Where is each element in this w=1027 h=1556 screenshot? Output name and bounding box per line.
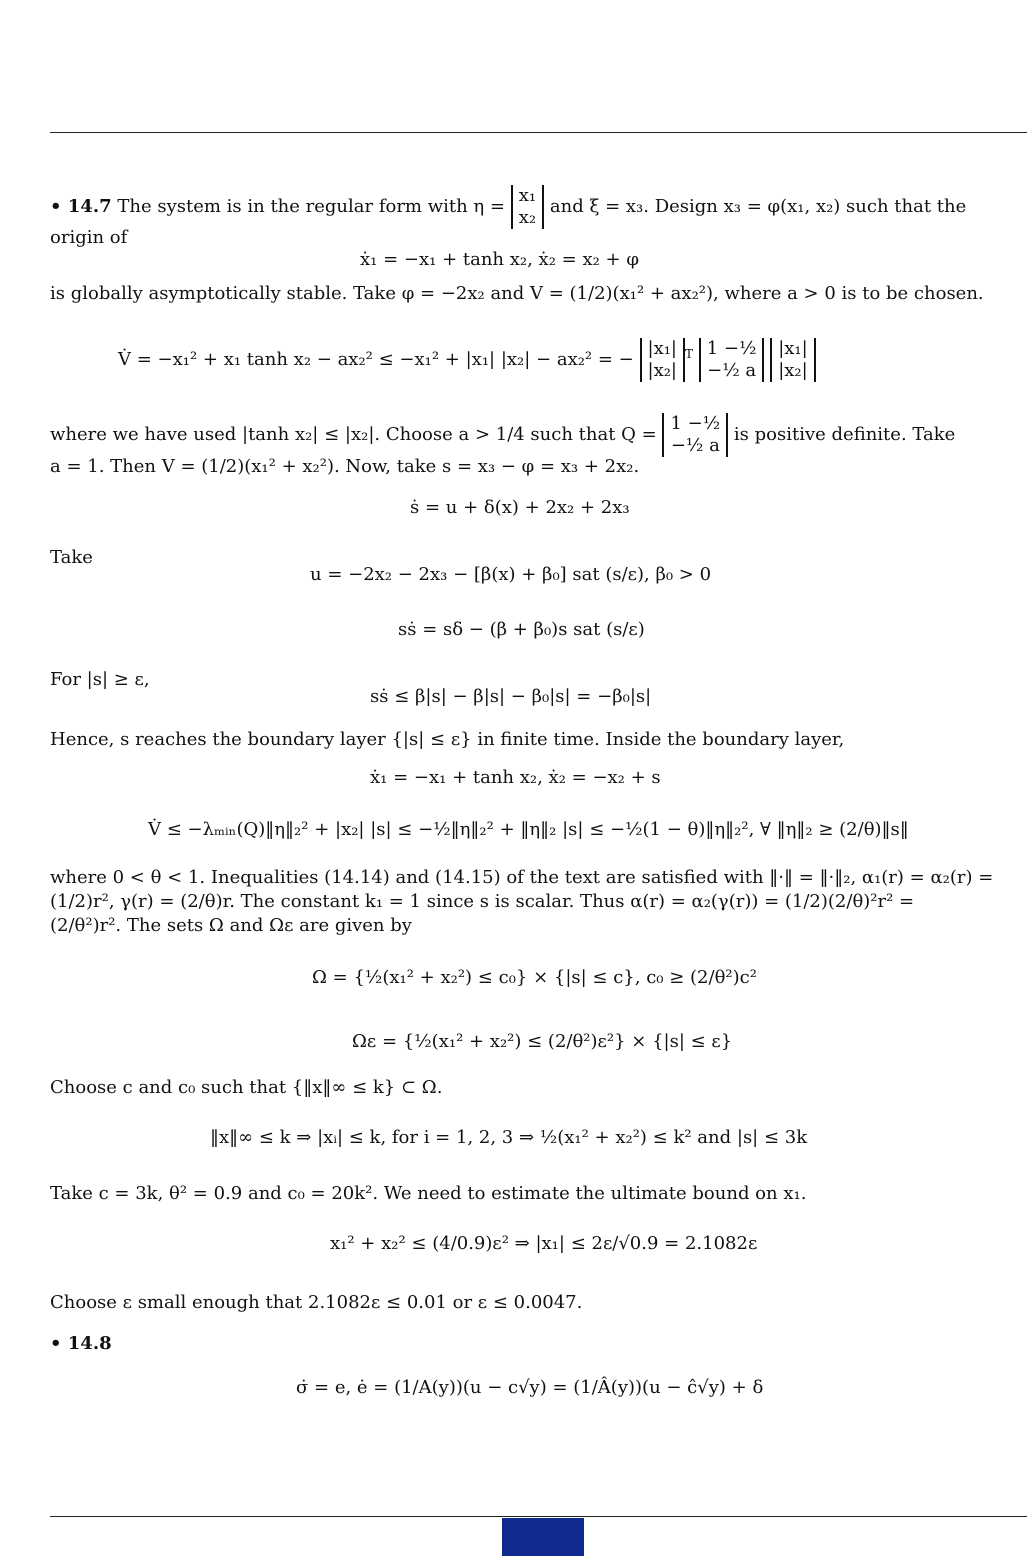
text-where-used: where we have used |tanh x₂| ≤ |x₂|. Choose a > 1/4 such that Q = 1 −½ −½ a is positive definite. Take (50, 413, 956, 456)
text-a-eq: a = 1. Then V = (1/2)(x₁² + x₂²). Now, take s = x₃ − φ = x₃ + 2x₂. (50, 456, 640, 477)
text-hence: Hence, s reaches the boundary layer {|s| ≤ ε} in finite time. Inside the boundary layer, (50, 729, 845, 750)
problem-14-7-intro: • 14.7 The system is in the regular form with η = x₁ x₂ and ξ = x₃. Design x₃ = φ(x₁, x₂) such that the (50, 185, 967, 228)
text-choose-eps: Choose ε small enough that 2.1082ε ≤ 0.01 or ε ≤ 0.0047. (50, 1292, 583, 1313)
abs-vector-transpose: |x₁| |x₂| (640, 338, 686, 382)
equation-vdot: V̇ = −x₁² + x₁ tanh x₂ − ax₂² ≤ −x₁² + |x₁| |x₂| − ax₂² = − |x₁| |x₂| $^T$ 1 −½ −½ a |x₁| |x₂| (118, 338, 816, 382)
equation-omega-eps: Ωε = {½(x₁² + x₂²) ≤ (2/θ²)ε²} × {|s| ≤ ε} (352, 1031, 733, 1052)
top-rule (50, 132, 1027, 133)
text-where-theta-3: (2/θ²)r². The sets Ω and Ωε are given by (50, 915, 412, 936)
abs-vector: |x₁| |x₂| (770, 338, 816, 382)
eta-vector: x₁ x₂ (511, 185, 544, 229)
problem-14-8-number: • 14.8 (50, 1333, 112, 1354)
bottom-rule (50, 1516, 1027, 1517)
text-where-theta-1: where 0 < θ < 1. Inequalities (14.14) and (14.15) of the text are satisfied with ‖·‖ = ‖·‖₂, α₁(r) = α₂(r) = (50, 867, 994, 888)
q-matrix-def: 1 −½ −½ a (662, 413, 728, 457)
text-where-theta-2: (1/2)r², γ(r) = (2/θ)r. The constant k₁ = 1 since s is scalar. Thus α(r) = α₂(γ(r)) = (1/2)(2/θ)²r² = (50, 891, 915, 912)
text-for-s: For |s| ≥ ε, (50, 669, 150, 690)
equation-u: u = −2x₂ − 2x₃ − [β(x) + β₀] sat (s/ε), β₀ > 0 (310, 564, 712, 585)
equation-xdot2: ẋ₁ = −x₁ + tanh x₂, ẋ₂ = −x₂ + s (370, 767, 661, 788)
equation-ssdot: sṡ = sδ − (β + β₀)s sat (s/ε) (398, 619, 645, 640)
text-take-c: Take c = 3k, θ² = 0.9 and c₀ = 20k². We need to estimate the ultimate bound on x₁. (50, 1183, 807, 1204)
text-origin-of: origin of (50, 227, 128, 248)
q-matrix: 1 −½ −½ a (699, 338, 765, 382)
text-take: Take (50, 547, 93, 568)
problem-number: • 14.7 (50, 196, 112, 217)
equation-sigma: σ̇ = e, ė = (1/A(y))(u − c√y) = (1/Â(y))(u − ĉ√y) + δ (296, 1377, 764, 1398)
equation-norm: ‖x‖∞ ≤ k ⇒ |xᵢ| ≤ k, for i = 1, 2, 3 ⇒ ½(x₁² + x₂²) ≤ k² and |s| ≤ 3k (210, 1127, 808, 1148)
equation-system: ẋ₁ = −x₁ + tanh x₂, ẋ₂ = x₂ + φ (360, 249, 639, 270)
equation-bound: x₁² + x₂² ≤ (4/0.9)ε² ⇒ |x₁| ≤ 2ε/√0.9 = 2.1082ε (330, 1233, 758, 1254)
equation-sdot: ṡ = u + δ(x) + 2x₂ + 2x₃ (410, 497, 630, 518)
equation-vdot2: V̇ ≤ −λₘᵢₙ(Q)‖η‖₂² + |x₂| |s| ≤ −½‖η‖₂² + ‖η‖₂ |s| ≤ −½(1 − θ)‖η‖₂², ∀ ‖η‖₂ ≥ (2/θ)‖s‖ (148, 819, 909, 840)
equation-ineq: sṡ ≤ β|s| − β|s| − β₀|s| = −β₀|s| (370, 686, 652, 707)
text-choose-c: Choose c and c₀ such that {‖x‖∞ ≤ k} ⊂ Ω. (50, 1077, 443, 1098)
page-tab-marker (502, 1518, 584, 1556)
text-stable: is globally asymptotically stable. Take φ = −2x₂ and V = (1/2)(x₁² + ax₂²), where a > 0 is to be chosen. (50, 283, 984, 304)
equation-omega: Ω = {½(x₁² + x₂²) ≤ c₀} × {|s| ≤ c}, c₀ ≥ (2/θ²)c² (312, 967, 757, 988)
